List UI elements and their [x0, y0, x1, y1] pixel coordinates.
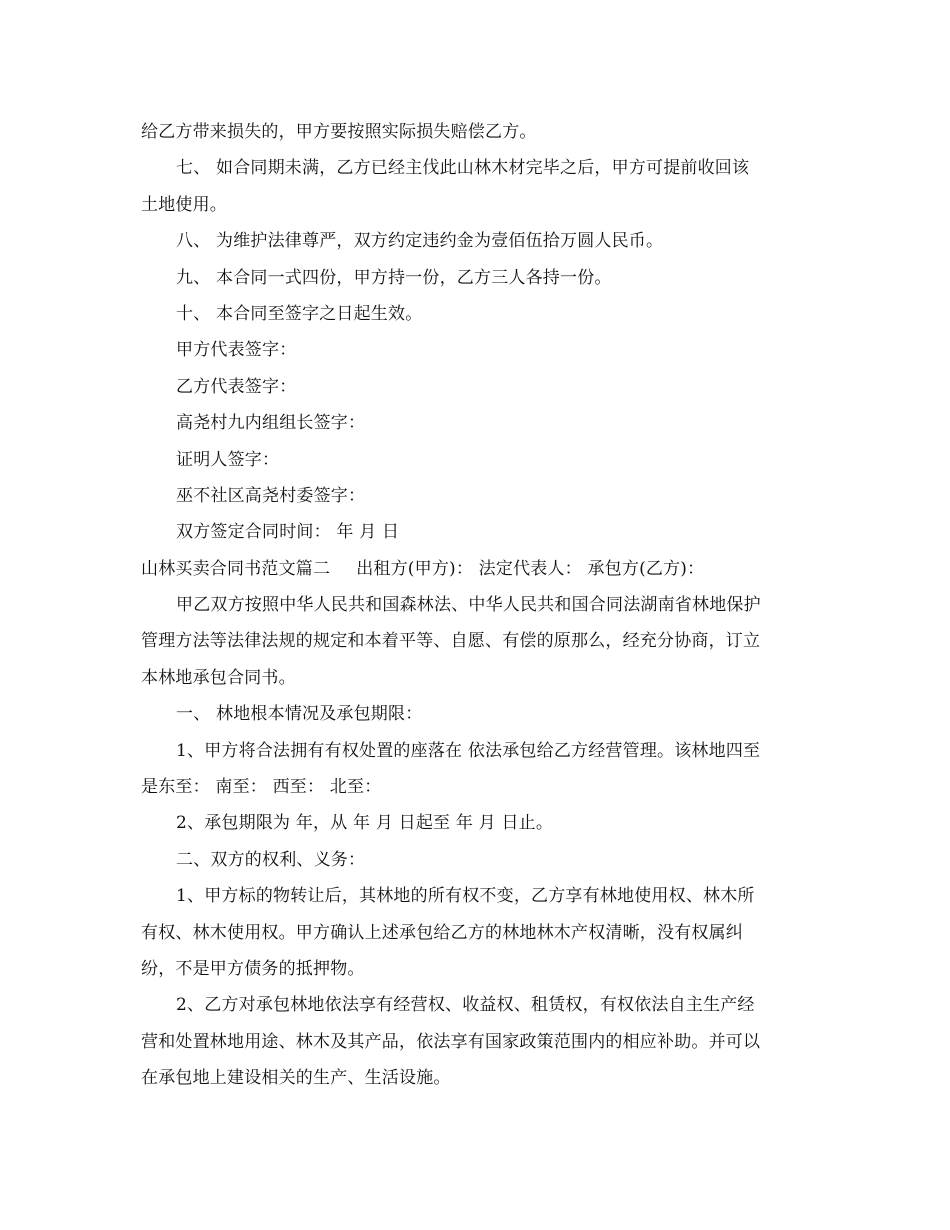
article-1-heading: 一、 林地根本情况及承包期限：	[176, 704, 423, 725]
article-1-item-1-line-1: 1、甲方将合法拥有有权处置的座落在 依法承包给乙方经营管理。该林地四至	[176, 740, 761, 761]
article-1-item-1-line-2: 是东至： 南至： 西至： 北至：	[141, 777, 382, 798]
village-committee-signature: 巫不社区高尧村委签字：	[176, 485, 366, 506]
article-2-item-2-line-3: 在承包地上建设相关的生产、生活设施。	[141, 1068, 451, 1089]
clause-9: 九、 本合同一式四份，甲方持一份，乙方三人各持一份。	[176, 267, 612, 288]
article-2-item-1-line-2: 有权、林木使用权。甲方确认上述承包给乙方的林地林木产权清晰，没有权属纠	[141, 922, 743, 943]
group-leader-signature: 高尧村九内组组长签字：	[176, 413, 366, 434]
document-body	[141, 114, 821, 1097]
section-parties: 出租方(甲方)： 法定代表人： 承包方(乙方)：	[356, 558, 705, 579]
clause-7-line-2: 土地使用。	[141, 194, 227, 215]
article-2-item-1-line-1: 1、甲方标的物转让后，其林地的所有权不变，乙方享有林地使用权、林木所	[176, 886, 755, 907]
section-title: 山林买卖合同书范文篇二	[141, 558, 331, 579]
clause-7-line-1: 七、 如合同期未满，乙方已经主伐此山林木材完毕之后，甲方可提前收回该	[176, 158, 750, 179]
intro-line-1: 甲乙双方按照中华人民共和国森林法、中华人民共和国合同法湖南省林地保护	[176, 595, 761, 616]
text-line: 给乙方带来损失的，甲方要按照实际损失赔偿乙方。	[141, 122, 537, 142]
intro-line-3: 本林地承包合同书。	[141, 667, 296, 688]
witness-signature: 证明人签字：	[176, 449, 280, 470]
clause-10: 十、 本合同至签字之日起生效。	[176, 303, 423, 324]
intro-line-2: 管理方法等法律法规的规定和本着平等、自愿、有偿的原那么，经充分协商，订立	[141, 631, 761, 652]
article-2-item-1-line-3: 纷，不是甲方债务的抵押物。	[141, 958, 365, 979]
article-2-heading: 二、双方的权利、义务：	[176, 849, 366, 870]
clause-8: 八、 为维护法律尊严，双方约定违约金为壹佰伍拾万圆人民币。	[176, 231, 664, 252]
article-1-item-2: 2、承包期限为 年，从 年 月 日起至 年 月 日止。	[176, 813, 554, 834]
party-b-signature: 乙方代表签字：	[176, 376, 297, 397]
article-2-item-2-line-2: 营和处置林地用途、林木及其产品，依法享有国家政策范围内的相应补助。并可以	[141, 1031, 761, 1052]
article-2-item-2-line-1: 2、乙方对承包林地依法享有经营权、收益权、租赁权，有权依法自主生产经	[176, 995, 755, 1016]
party-a-signature: 甲方代表签字：	[176, 340, 297, 361]
section-heading	[141, 551, 821, 587]
signing-date: 双方签定合同时间： 年 月 日	[176, 522, 400, 543]
